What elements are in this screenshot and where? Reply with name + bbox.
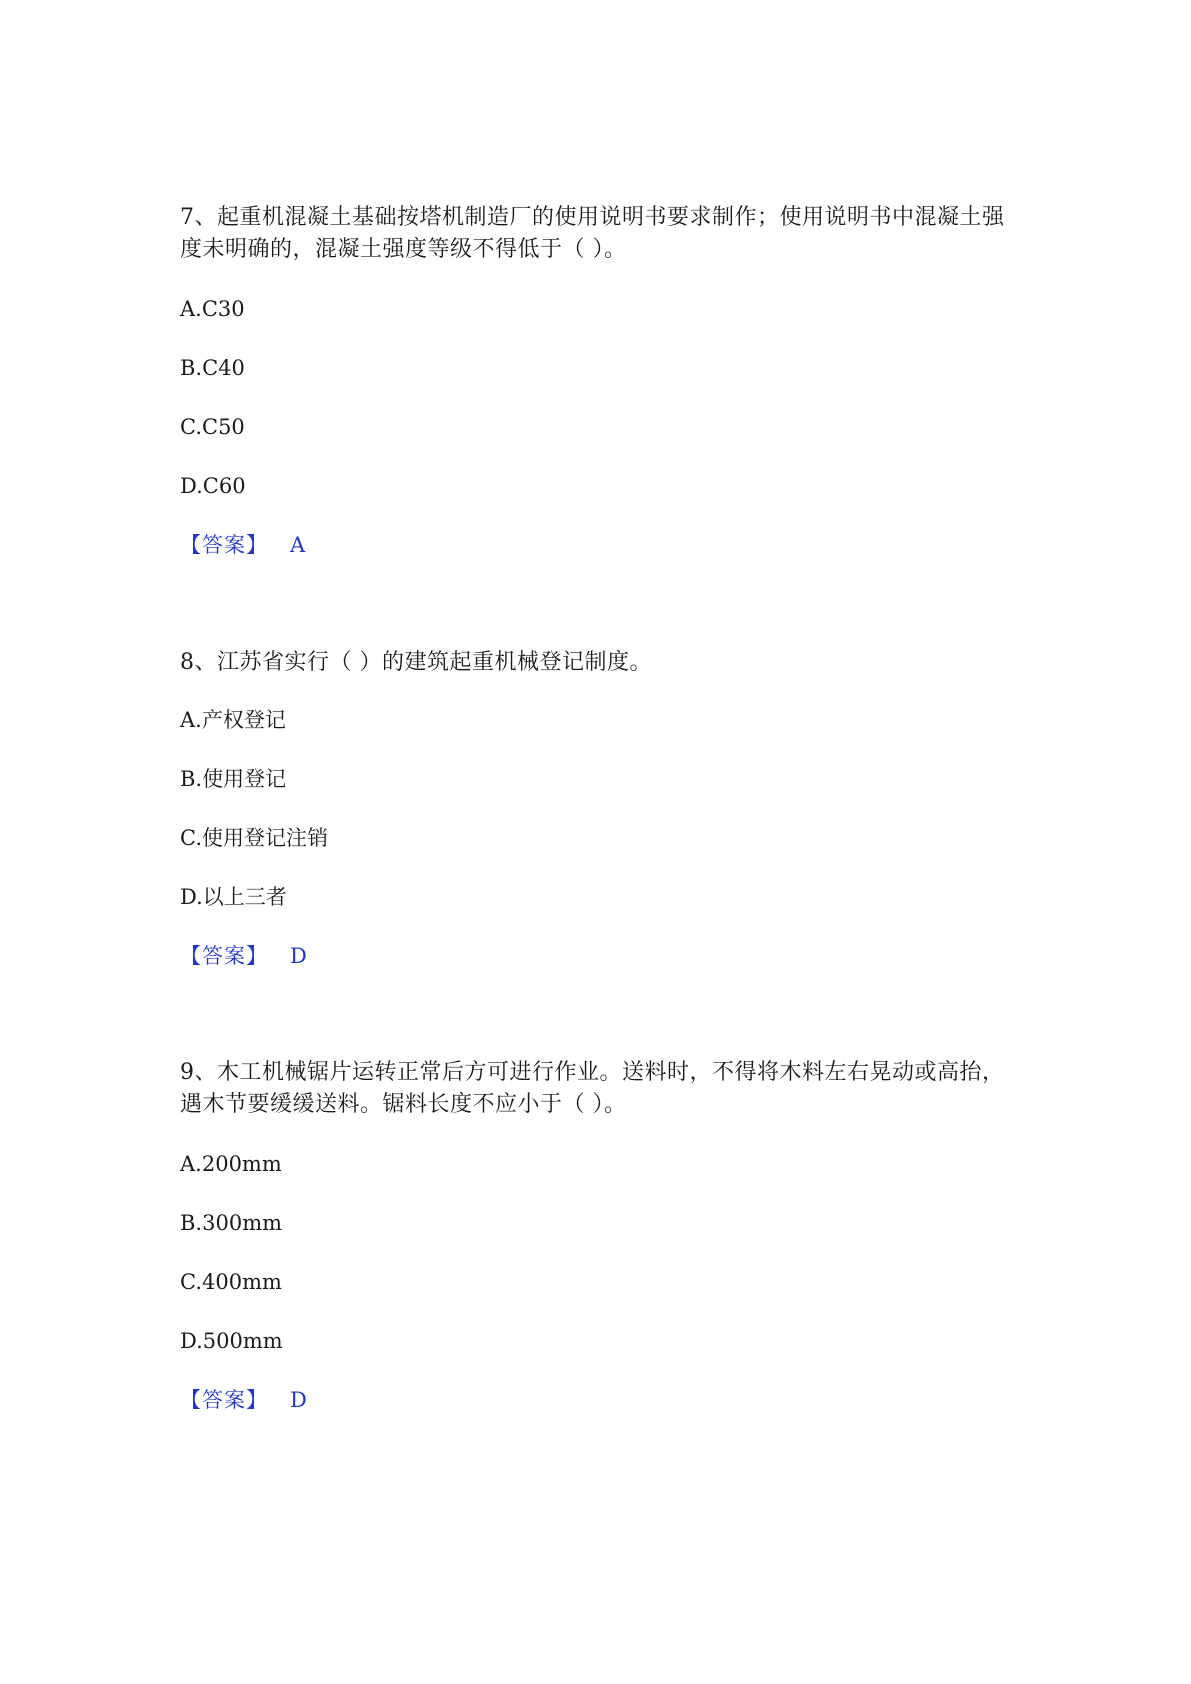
option-b: B.C40 (180, 356, 245, 380)
option-c: C.使用登记注销 (180, 826, 328, 850)
answer-line (180, 941, 307, 971)
question-text: 9、木工机械锯片运转正常后方可进行作业。送料时，不得将木料左右晃动或高抬，遇木节要缓缓送料。锯料长度不应小于（ ）。 (180, 1060, 1005, 1117)
question-8 (180, 647, 1020, 977)
answer-line (180, 530, 305, 560)
option-b: B.使用登记 (180, 767, 287, 791)
option-d: D.500mm (180, 1329, 283, 1353)
option-a: A.产权登记 (180, 708, 286, 732)
question-text: 8、江苏省实行（ ）的建筑起重机械登记制度。 (180, 650, 652, 675)
question-text: 7、起重机混凝土基础按塔机制造厂的使用说明书要求制作；使用说明书中混凝土强度未明确的，混凝土强度等级不得低于（ ）。 (180, 205, 1005, 262)
question-7 (180, 202, 1020, 562)
option-c: C.400mm (180, 1270, 282, 1294)
answer-label: 【答案】 (180, 1388, 268, 1412)
option-a: A.C30 (180, 297, 245, 321)
option-d: D.以上三者 (180, 885, 287, 909)
question-9 (180, 1057, 1020, 1417)
answer-value: D (290, 944, 307, 968)
answer-label: 【答案】 (180, 944, 268, 968)
option-d: D.C60 (180, 474, 246, 498)
option-b: B.300mm (180, 1211, 283, 1235)
option-c: C.C50 (180, 415, 245, 439)
answer-value: D (290, 1388, 307, 1412)
answer-line (180, 1385, 307, 1415)
answer-label: 【答案】 (180, 533, 268, 557)
answer-value: A (290, 533, 306, 557)
option-a: A.200mm (180, 1152, 282, 1176)
